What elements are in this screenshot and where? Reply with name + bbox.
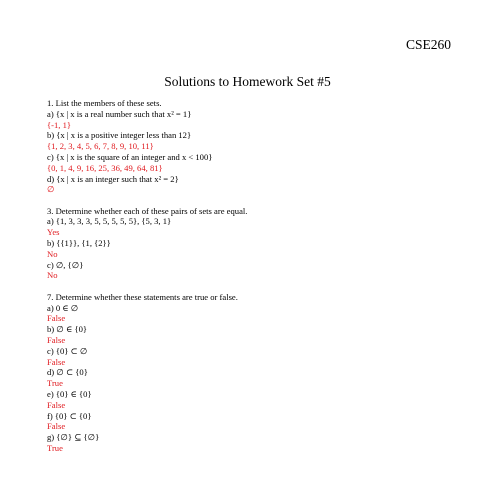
page-title: Solutions to Homework Set #5 — [164, 74, 331, 89]
course-code: CSE260 — [405, 37, 451, 52]
question-1a-answer: {-1, 1} — [47, 119, 72, 130]
question-1c-answer: {0, 1, 4, 9, 16, 25, 36, 49, 64, 81} — [47, 162, 163, 173]
question-3-prompt: 3. Determine whether each of these pairs of sets are equal. — [47, 205, 248, 216]
question-1d-answer: ∅ — [47, 184, 55, 195]
question-7g-answer: True — [47, 442, 63, 453]
question-1d-prompt: d) {x | x is an integer such that x² = 2} — [47, 173, 179, 184]
question-7f-prompt: f) {0} ⊂ {0} — [47, 410, 92, 421]
question-1-prompt: 1. List the members of these sets. — [47, 98, 162, 108]
question-7c-answer: False — [47, 356, 66, 367]
question-7-section — [47, 292, 467, 454]
question-3-section — [47, 206, 467, 282]
question-7a-prompt: a) 0 ∈ ∅ — [47, 302, 79, 313]
question-3b-answer: No — [47, 248, 58, 259]
question-7b-answer: False — [47, 334, 66, 345]
question-1-section — [47, 98, 467, 195]
question-1a-prompt: a) {x | x is a real number such that x² = 1} — [47, 108, 192, 119]
question-7e-prompt: e) {0} ∈ {0} — [47, 388, 92, 399]
question-7g-prompt: g) {∅} ⊆ {∅} — [47, 432, 100, 443]
question-1b-answer: {1, 2, 3, 4, 5, 6, 7, 8, 9, 10, 11} — [47, 141, 154, 152]
question-3c-prompt: c) ∅, {∅} — [47, 259, 84, 270]
question-7a-answer: False — [47, 313, 66, 324]
question-3a-prompt: a) {1, 3, 3, 3, 5, 5, 5, 5, 5}, {5, 3, 1} — [47, 216, 172, 227]
question-7d-answer: True — [47, 378, 63, 389]
question-7e-answer: False — [47, 399, 66, 410]
question-3b-prompt: b) {{1}}, {1, {2}} — [47, 238, 111, 249]
question-7f-answer: False — [47, 421, 66, 432]
question-7-prompt: 7. Determine whether these statements are true or false. — [47, 291, 238, 302]
question-7d-prompt: d) ∅ ⊂ {0} — [47, 367, 88, 378]
question-7c-prompt: c) {0} ⊂ ∅ — [47, 345, 88, 356]
question-7b-prompt: b) ∅ ∈ {0} — [47, 324, 87, 335]
question-1c-prompt: c) {x | x is the square of an integer and x < 100} — [47, 151, 213, 162]
solutions-body — [47, 98, 467, 464]
question-1b-prompt: b) {x | x is a positive integer less than 12} — [47, 130, 192, 141]
question-3c-answer: No — [47, 270, 58, 281]
question-3a-answer: Yes — [47, 227, 60, 238]
